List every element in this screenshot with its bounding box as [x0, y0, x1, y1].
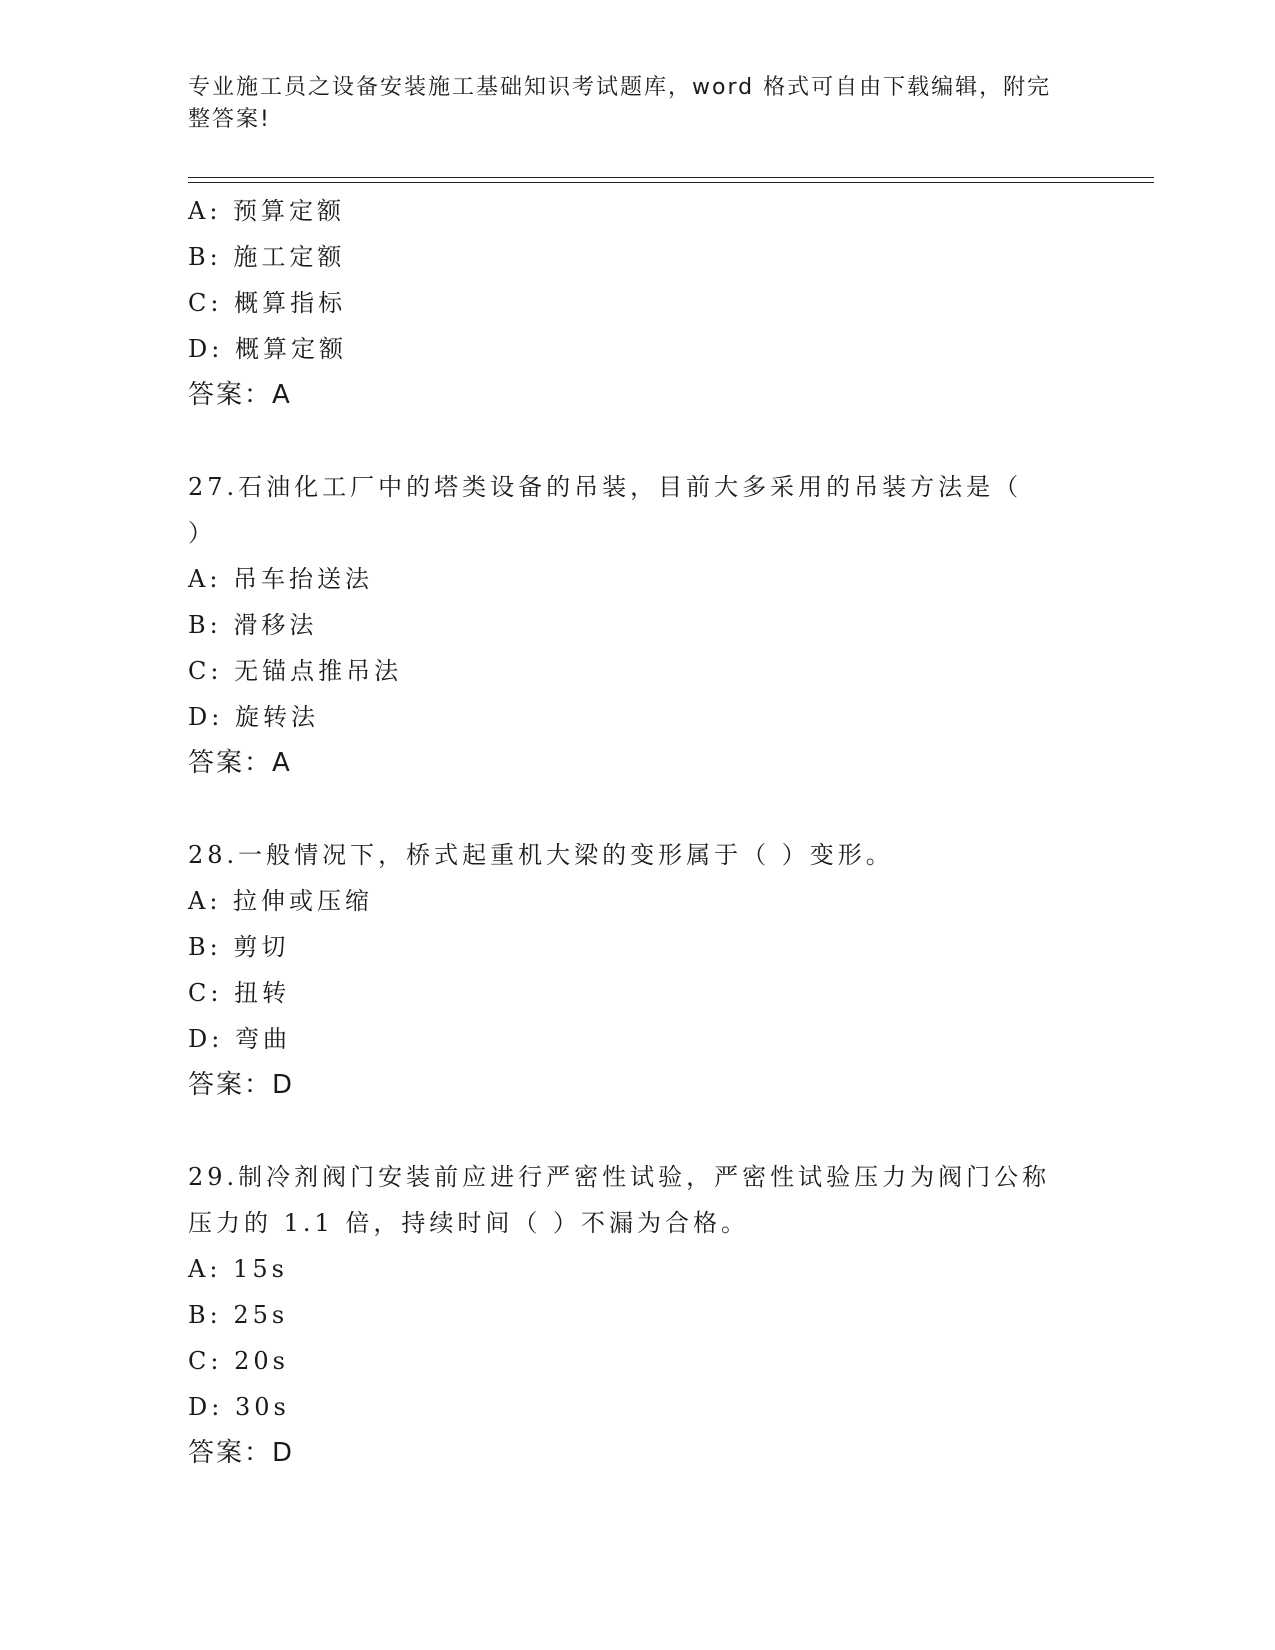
spacer: [188, 418, 1088, 464]
answer-label: 答案：D: [188, 1438, 295, 1468]
question-28: [188, 832, 1088, 1108]
header-divider-bottom: [188, 182, 1154, 183]
option-a: A: 15s: [188, 1255, 288, 1283]
question-stem-continued: 压力的 1.1 倍，持续时间（ ）不漏为合格。: [188, 1209, 750, 1237]
spacer: [188, 1108, 1088, 1154]
option-a: A: 预算定额: [188, 197, 346, 225]
option-a: A: 拉伸或压缩: [188, 887, 374, 915]
question-stem: 29.制冷剂阀门安装前应进行严密性试验，严密性试验压力为阀门公称: [188, 1163, 1051, 1191]
answer-label: 答案：D: [188, 1070, 295, 1100]
answer-label: 答案：A: [188, 748, 292, 778]
option-d: D: 旋转法: [188, 703, 319, 731]
header-divider-top: [188, 177, 1154, 178]
question-26: [188, 188, 1088, 418]
option-b: B: 施工定额: [188, 243, 346, 271]
question-29: [188, 1154, 1088, 1476]
option-c: C: 无锚点推吊法: [188, 657, 403, 685]
answer-label: 答案：A: [188, 380, 292, 410]
question-27: [188, 464, 1088, 786]
question-list: [188, 188, 1088, 1476]
option-d: D: 概算定额: [188, 335, 347, 363]
option-c: C: 概算指标: [188, 289, 347, 317]
question-stem: 28.一般情况下，桥式起重机大梁的变形属于（ ）变形。: [188, 841, 894, 869]
header-line-1: 专业施工员之设备安装施工基础知识考试题库，word 格式可自由下载编辑，附完: [188, 75, 1052, 100]
option-b: B: 25s: [188, 1301, 289, 1329]
document-header: [188, 72, 1088, 136]
spacer: [188, 786, 1088, 832]
question-stem: 27.石油化工厂中的塔类设备的吊装，目前大多采用的吊装方法是（: [188, 473, 1023, 501]
option-b: B: 滑移法: [188, 611, 318, 639]
question-stem-continued: ）: [188, 519, 216, 547]
header-line-2: 整答案!: [188, 107, 271, 132]
option-d: D: 30s: [188, 1393, 290, 1421]
option-b: B: 剪切: [188, 933, 290, 961]
option-c: C: 20s: [188, 1347, 289, 1375]
option-a: A: 吊车抬送法: [188, 565, 374, 593]
option-d: D: 弯曲: [188, 1025, 291, 1053]
option-c: C: 扭转: [188, 979, 291, 1007]
